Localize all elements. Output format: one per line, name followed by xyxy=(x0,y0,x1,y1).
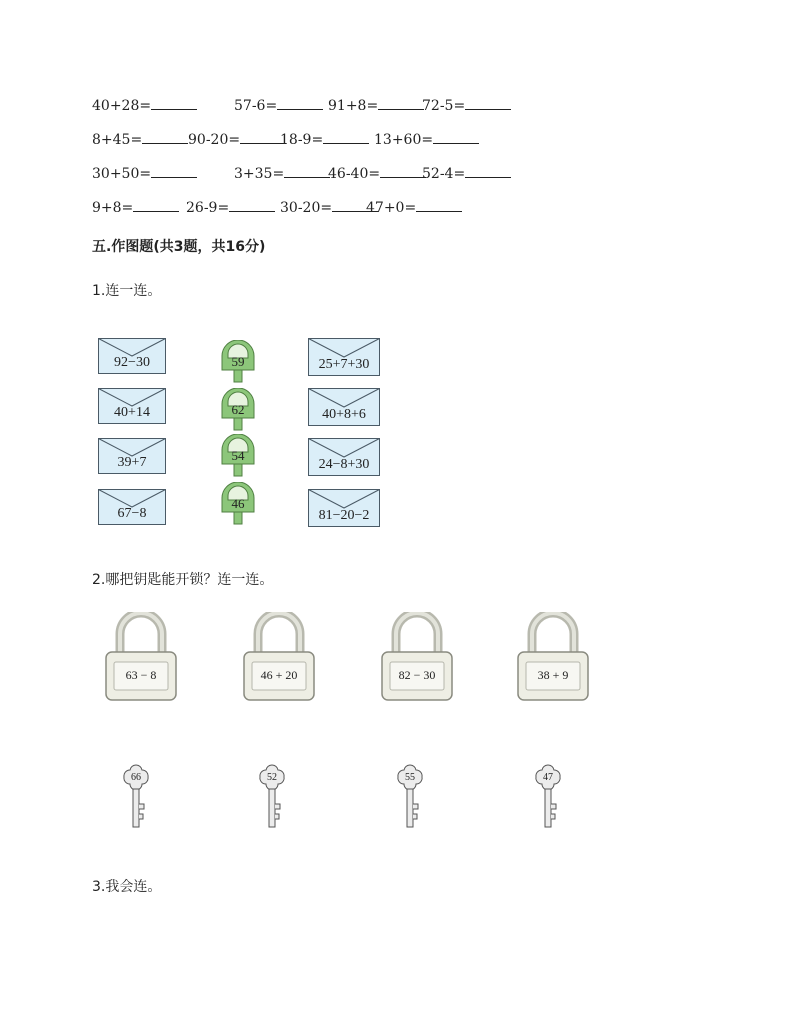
key[interactable] xyxy=(396,764,424,830)
key-label: 55 xyxy=(405,772,415,783)
mailbox[interactable] xyxy=(220,434,256,478)
equation: 30-20= xyxy=(280,197,378,216)
equation: 46-40= xyxy=(328,163,426,182)
equation: 47+0= xyxy=(366,197,462,216)
padlock[interactable] xyxy=(380,612,454,702)
key-label: 66 xyxy=(131,772,141,783)
envelope-label: 92−30 xyxy=(114,355,150,370)
question-3-title: 3.我会连。 xyxy=(92,879,162,895)
answer-blank[interactable] xyxy=(465,163,511,178)
envelope-label: 25+7+30 xyxy=(318,357,370,372)
equation: 30+50= xyxy=(92,163,197,182)
answer-blank[interactable] xyxy=(416,197,462,212)
question-2-title: 2.哪把钥匙能开锁？连一连。 xyxy=(92,572,274,588)
answer-blank[interactable] xyxy=(142,129,188,144)
padlock-label: 82 − 30 xyxy=(398,668,436,682)
padlock-label: 38 + 9 xyxy=(537,668,569,682)
padlock-icon xyxy=(516,612,590,702)
equation: 13+60= xyxy=(374,129,479,148)
equation: 9+8= xyxy=(92,197,179,216)
mailbox[interactable] xyxy=(220,340,256,384)
padlock-icon xyxy=(242,612,316,702)
padlock-icon xyxy=(380,612,454,702)
envelope-label: 81−20−2 xyxy=(318,508,370,523)
padlock[interactable] xyxy=(104,612,178,702)
answer-blank[interactable] xyxy=(277,95,323,110)
mailbox[interactable] xyxy=(220,482,256,526)
answer-blank[interactable] xyxy=(433,129,479,144)
answer-blank[interactable] xyxy=(465,95,511,110)
equation: 26-9= xyxy=(186,197,275,216)
mailbox[interactable] xyxy=(220,388,256,432)
mailbox-label: 59 xyxy=(231,354,245,369)
equation: 72-5= xyxy=(422,95,511,114)
answer-blank[interactable] xyxy=(151,95,197,110)
mailbox-label: 54 xyxy=(231,448,245,463)
envelope-label: 40+8+6 xyxy=(322,407,366,422)
envelope[interactable] xyxy=(308,388,380,426)
equation: 8+45= xyxy=(92,129,188,148)
padlock-label: 63 − 8 xyxy=(125,668,157,682)
equation: 90-20= xyxy=(188,129,286,148)
envelope[interactable] xyxy=(308,438,380,476)
equation: 3+35= xyxy=(234,163,330,182)
padlock-icon xyxy=(104,612,178,702)
envelope[interactable] xyxy=(98,338,166,374)
padlock-label: 46 + 20 xyxy=(260,668,298,682)
section-title: 五.作图题(共3题，共16分) xyxy=(92,239,266,255)
answer-blank[interactable] xyxy=(151,163,197,178)
answer-blank[interactable] xyxy=(284,163,330,178)
key-label: 47 xyxy=(543,772,553,783)
envelope[interactable] xyxy=(98,438,166,474)
envelope-label: 39+7 xyxy=(117,455,147,470)
equation: 57-6= xyxy=(234,95,323,114)
answer-blank[interactable] xyxy=(229,197,275,212)
mailbox-label: 46 xyxy=(231,496,245,511)
key[interactable] xyxy=(122,764,150,830)
envelope[interactable] xyxy=(98,388,166,424)
answer-blank[interactable] xyxy=(323,129,369,144)
key[interactable] xyxy=(534,764,562,830)
envelope[interactable] xyxy=(308,489,380,527)
answer-blank[interactable] xyxy=(380,163,426,178)
equation: 40+28= xyxy=(92,95,197,114)
equation: 52-4= xyxy=(422,163,511,182)
envelope[interactable] xyxy=(98,489,166,525)
envelope[interactable] xyxy=(308,338,380,376)
answer-blank[interactable] xyxy=(133,197,179,212)
key-label: 52 xyxy=(267,772,277,783)
equation: 91+8= xyxy=(328,95,424,114)
key[interactable] xyxy=(258,764,286,830)
equation: 18-9= xyxy=(280,129,369,148)
answer-blank[interactable] xyxy=(378,95,424,110)
envelope-label: 24−8+30 xyxy=(318,457,370,472)
envelope-label: 40+14 xyxy=(114,405,150,420)
padlock[interactable] xyxy=(516,612,590,702)
question-1-title: 1.连一连。 xyxy=(92,283,162,299)
envelope-label: 67−8 xyxy=(117,506,147,521)
mailbox-label: 62 xyxy=(231,402,245,417)
padlock[interactable] xyxy=(242,612,316,702)
